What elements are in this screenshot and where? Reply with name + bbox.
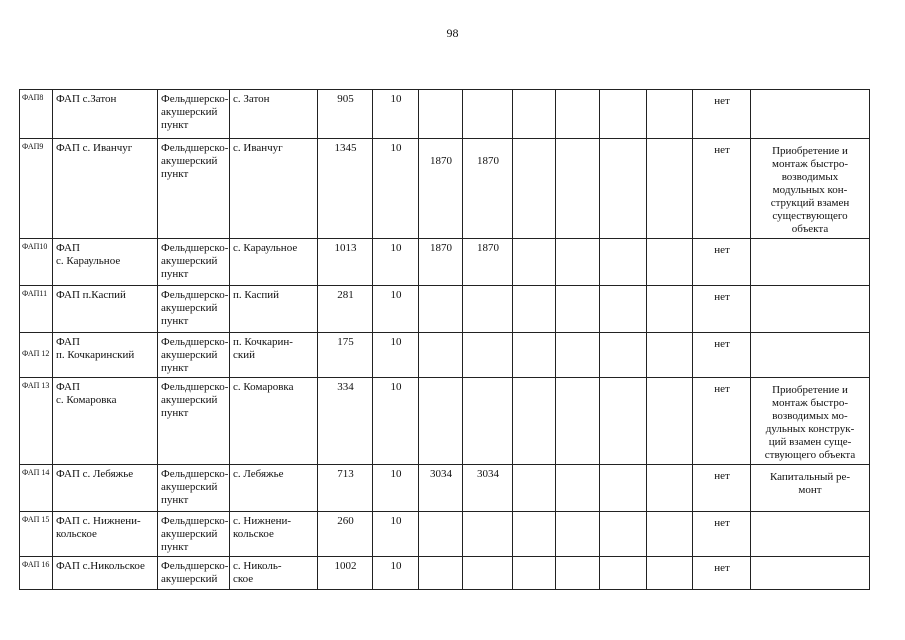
cost-b-cell xyxy=(463,90,513,139)
population-cell xyxy=(318,239,373,286)
facility-type-cell xyxy=(158,239,230,286)
population-cell xyxy=(318,90,373,139)
distance-cell xyxy=(373,465,419,512)
facility-type-cell-line: пункт xyxy=(161,315,189,327)
location-cell xyxy=(230,378,318,465)
status-cell-text: нет xyxy=(714,383,730,395)
facility-type-cell xyxy=(158,90,230,139)
note-cell-line: возводимых мо- xyxy=(772,410,848,422)
table-row xyxy=(20,465,870,512)
note-cell xyxy=(751,378,870,465)
population-cell xyxy=(318,512,373,557)
status-cell xyxy=(693,286,751,333)
distance-cell xyxy=(373,90,419,139)
table-body xyxy=(20,90,870,590)
note-cell-line: Капитальный ре- xyxy=(769,471,851,483)
empty-cell xyxy=(513,139,556,239)
facility-type-cell xyxy=(158,286,230,333)
note-cell xyxy=(751,465,870,512)
empty-cell xyxy=(600,557,647,590)
status-cell-text: нет xyxy=(714,338,730,350)
location-cell-line: с. Нижнени- xyxy=(233,515,292,527)
location-cell-line: с. Затон xyxy=(233,93,270,105)
facility-type-cell-line: акушерский xyxy=(161,481,218,493)
page-number: 98 xyxy=(446,26,459,40)
empty-cell xyxy=(513,465,556,512)
facility-type-cell-line: Фельдшерско- xyxy=(161,560,229,572)
facility-type-cell-line: Фельдшерско- xyxy=(161,515,229,527)
empty-cell xyxy=(556,465,600,512)
facility-name-cell-line: ФАП с. Лебяжье xyxy=(56,468,134,480)
facility-name-cell-line: ФАП с.Затон xyxy=(56,93,117,105)
empty-cell xyxy=(556,239,600,286)
facility-type-cell-line: пункт xyxy=(161,494,189,506)
facility-name-cell-line: ФАП xyxy=(56,242,80,254)
location-cell-line: п. Кочкарин- xyxy=(233,336,293,348)
cost-a-cell-text: 3034 xyxy=(430,468,452,480)
location-cell xyxy=(230,139,318,239)
facility-type-cell-line: акушерский xyxy=(161,302,218,314)
note-cell xyxy=(751,557,870,590)
facility-type-cell-line: акушерский xyxy=(161,106,218,118)
distance-cell xyxy=(373,239,419,286)
cost-b-cell xyxy=(463,333,513,378)
facility-type-cell-line: Фельдшерско- xyxy=(161,336,229,348)
facility-type-cell-line: пункт xyxy=(161,362,189,374)
facility-name-cell-line: ФАП с. Нижнени- xyxy=(56,515,141,527)
empty-cell xyxy=(600,286,647,333)
location-cell xyxy=(230,512,318,557)
status-cell xyxy=(693,139,751,239)
table-row xyxy=(20,333,870,378)
location-cell xyxy=(230,239,318,286)
status-cell xyxy=(693,465,751,512)
facility-code-cell-text: ФАП 15 xyxy=(22,515,50,524)
facility-name-cell-line: ФАП п.Каспий xyxy=(56,289,126,301)
location-cell-line: кольское xyxy=(233,528,274,540)
population-cell-text: 1345 xyxy=(334,142,357,154)
cost-b-cell xyxy=(463,139,513,239)
cost-a-cell-text: 1870 xyxy=(430,242,452,254)
empty-cell xyxy=(556,512,600,557)
facility-code-cell xyxy=(20,557,53,590)
status-cell-text: нет xyxy=(714,517,730,529)
facility-type-cell-line: пункт xyxy=(161,541,189,553)
location-cell-line: с. Караульное xyxy=(233,242,298,254)
facility-name-cell xyxy=(53,333,158,378)
empty-cell xyxy=(600,90,647,139)
cost-b-cell xyxy=(463,378,513,465)
distance-cell xyxy=(373,557,419,590)
facility-name-cell xyxy=(53,90,158,139)
facility-name-cell-line: кольское xyxy=(56,528,97,540)
empty-cell xyxy=(513,239,556,286)
facility-code-cell xyxy=(20,333,53,378)
location-cell-line: с. Комаровка xyxy=(233,381,294,393)
facility-name-cell xyxy=(53,557,158,590)
facility-code-cell-text: ФАП 12 xyxy=(22,349,50,358)
facility-type-cell-line: Фельдшерско- xyxy=(161,242,229,254)
cost-a-cell xyxy=(419,378,463,465)
location-cell-line: с. Иванчуг xyxy=(233,142,283,154)
table-row xyxy=(20,557,870,590)
facility-type-cell-line: акушерский xyxy=(161,255,218,267)
empty-cell xyxy=(556,557,600,590)
table-row xyxy=(20,378,870,465)
cost-a-cell xyxy=(419,139,463,239)
facility-code-cell xyxy=(20,512,53,557)
note-cell-line: модульных кон- xyxy=(772,184,848,196)
facility-name-cell-line: ФАП с.Никольское xyxy=(56,560,145,572)
facility-code-cell-text: ФАП 16 xyxy=(22,560,50,569)
status-cell-text: нет xyxy=(714,244,730,256)
facility-name-cell-line: с. Караульное xyxy=(56,255,121,267)
status-cell xyxy=(693,378,751,465)
table-row xyxy=(20,512,870,557)
population-cell xyxy=(318,378,373,465)
empty-cell xyxy=(600,139,647,239)
empty-cell xyxy=(513,333,556,378)
facility-name-cell xyxy=(53,286,158,333)
population-cell-text: 1013 xyxy=(334,242,357,254)
status-cell xyxy=(693,557,751,590)
location-cell xyxy=(230,557,318,590)
cost-a-cell xyxy=(419,333,463,378)
empty-cell xyxy=(513,286,556,333)
note-cell-line: ствующего объекта xyxy=(764,449,856,461)
facility-type-cell xyxy=(158,557,230,590)
empty-cell xyxy=(647,239,693,286)
cost-b-cell xyxy=(463,465,513,512)
empty-cell xyxy=(513,512,556,557)
empty-cell xyxy=(600,239,647,286)
facility-type-cell-line: пункт xyxy=(161,407,189,419)
facility-type-cell-line: Фельдшерско- xyxy=(161,289,229,301)
note-cell-line: возводимых xyxy=(781,171,839,183)
note-cell-line: ций взамен суще- xyxy=(768,436,852,448)
facility-type-cell-line: Фельдшерско- xyxy=(161,468,229,480)
location-cell-line: п. Каспий xyxy=(233,289,280,301)
distance-cell-text: 10 xyxy=(390,336,402,348)
note-cell-line: дульных конструк- xyxy=(765,423,855,435)
distance-cell xyxy=(373,286,419,333)
distance-cell-text: 10 xyxy=(390,289,402,301)
population-cell-text: 1002 xyxy=(334,560,357,572)
table-row xyxy=(20,139,870,239)
population-cell-text: 713 xyxy=(337,468,354,480)
distance-cell xyxy=(373,333,419,378)
empty-cell xyxy=(647,286,693,333)
empty-cell xyxy=(600,465,647,512)
population-cell xyxy=(318,139,373,239)
facility-name-cell-line: п. Кочкаринский xyxy=(56,349,135,361)
note-cell-line: Приобретение и xyxy=(772,145,848,157)
note-cell-line: монтаж быстро- xyxy=(772,158,848,170)
empty-cell xyxy=(600,333,647,378)
note-cell xyxy=(751,286,870,333)
facility-name-cell-line: ФАП xyxy=(56,381,80,393)
empty-cell xyxy=(647,512,693,557)
facility-name-cell-line: ФАП xyxy=(56,336,80,348)
facility-code-cell xyxy=(20,378,53,465)
distance-cell-text: 10 xyxy=(390,242,402,254)
population-cell xyxy=(318,286,373,333)
facility-type-cell xyxy=(158,139,230,239)
empty-cell xyxy=(647,465,693,512)
facility-name-cell xyxy=(53,465,158,512)
note-cell xyxy=(751,90,870,139)
facility-code-cell xyxy=(20,139,53,239)
note-cell xyxy=(751,512,870,557)
empty-cell xyxy=(600,512,647,557)
population-cell xyxy=(318,333,373,378)
empty-cell xyxy=(556,378,600,465)
facility-name-cell xyxy=(53,512,158,557)
cost-b-cell xyxy=(463,557,513,590)
facility-code-cell xyxy=(20,90,53,139)
location-cell-line: ский xyxy=(233,349,255,361)
population-cell-text: 175 xyxy=(337,336,354,348)
facility-type-cell xyxy=(158,378,230,465)
facility-code-cell-text: ФАП 14 xyxy=(22,468,50,477)
facility-type-cell-line: акушерский xyxy=(161,394,218,406)
status-cell xyxy=(693,512,751,557)
location-cell xyxy=(230,286,318,333)
note-cell-line: Приобретение и xyxy=(772,384,848,396)
empty-cell xyxy=(556,333,600,378)
facility-name-cell xyxy=(53,378,158,465)
facility-name-cell xyxy=(53,139,158,239)
cost-a-cell-text: 1870 xyxy=(430,155,452,167)
location-cell xyxy=(230,90,318,139)
distance-cell xyxy=(373,512,419,557)
facility-type-cell xyxy=(158,512,230,557)
cost-b-cell-text: 1870 xyxy=(477,242,499,254)
facility-type-cell-line: Фельдшерско- xyxy=(161,381,229,393)
empty-cell xyxy=(556,139,600,239)
note-cell-line: монт xyxy=(798,484,822,496)
table-row xyxy=(20,90,870,139)
cost-a-cell xyxy=(419,465,463,512)
facility-name-cell-line: с. Комаровка xyxy=(56,394,117,406)
status-cell xyxy=(693,90,751,139)
facility-type-cell-line: акушерский xyxy=(161,349,218,361)
facility-code-cell-text: ФАП 13 xyxy=(22,381,50,390)
empty-cell xyxy=(647,557,693,590)
facility-code-cell xyxy=(20,465,53,512)
note-cell-line: струкций взамен xyxy=(770,197,850,209)
table-row xyxy=(20,239,870,286)
cost-a-cell xyxy=(419,512,463,557)
population-cell-text: 334 xyxy=(337,381,354,393)
empty-cell xyxy=(647,139,693,239)
cost-b-cell-text: 1870 xyxy=(477,155,499,167)
facility-type-cell xyxy=(158,333,230,378)
status-cell xyxy=(693,239,751,286)
distance-cell-text: 10 xyxy=(390,381,402,393)
note-cell-line: монтаж быстро- xyxy=(772,397,848,409)
location-cell-line: с. Лебяжье xyxy=(233,468,284,480)
table-row xyxy=(20,286,870,333)
cost-b-cell xyxy=(463,512,513,557)
note-cell-line: существующего xyxy=(772,210,848,222)
distance-cell-text: 10 xyxy=(390,93,402,105)
empty-cell xyxy=(556,90,600,139)
facility-type-cell xyxy=(158,465,230,512)
empty-cell xyxy=(513,90,556,139)
note-cell xyxy=(751,333,870,378)
population-cell xyxy=(318,557,373,590)
distance-cell-text: 10 xyxy=(390,142,402,154)
facilities-table xyxy=(19,89,870,590)
cost-a-cell xyxy=(419,90,463,139)
location-cell-line: ское xyxy=(233,573,254,585)
note-cell xyxy=(751,139,870,239)
empty-cell xyxy=(647,90,693,139)
status-cell-text: нет xyxy=(714,291,730,303)
empty-cell xyxy=(600,378,647,465)
facility-code-cell-text: ФАП8 xyxy=(22,93,44,102)
population-cell-text: 905 xyxy=(337,93,354,105)
facility-name-cell-line: ФАП с. Иванчуг xyxy=(56,142,133,154)
status-cell-text: нет xyxy=(714,470,730,482)
facility-code-cell-text: ФАП11 xyxy=(22,289,48,298)
cost-a-cell xyxy=(419,557,463,590)
status-cell-text: нет xyxy=(714,562,730,574)
cost-a-cell xyxy=(419,239,463,286)
location-cell xyxy=(230,333,318,378)
population-cell-text: 281 xyxy=(337,289,354,301)
facility-type-cell-line: Фельдшерско- xyxy=(161,93,229,105)
facility-type-cell-line: пункт xyxy=(161,168,189,180)
facility-type-cell-line: акушерский xyxy=(161,155,218,167)
cost-a-cell xyxy=(419,286,463,333)
cost-b-cell xyxy=(463,239,513,286)
status-cell-text: нет xyxy=(714,95,730,107)
distance-cell-text: 10 xyxy=(390,560,402,572)
status-cell-text: нет xyxy=(714,144,730,156)
note-cell-line: объекта xyxy=(791,223,829,235)
empty-cell xyxy=(647,333,693,378)
distance-cell xyxy=(373,139,419,239)
population-cell-text: 260 xyxy=(337,515,354,527)
location-cell-line: с. Николь- xyxy=(233,560,282,572)
note-cell xyxy=(751,239,870,286)
facility-code-cell-text: ФАП9 xyxy=(22,142,44,151)
facility-code-cell xyxy=(20,239,53,286)
empty-cell xyxy=(647,378,693,465)
empty-cell xyxy=(513,557,556,590)
facility-type-cell-line: акушерский xyxy=(161,528,218,540)
facility-type-cell-line: пункт xyxy=(161,119,189,131)
status-cell xyxy=(693,333,751,378)
distance-cell-text: 10 xyxy=(390,468,402,480)
facility-type-cell-line: Фельдшерско- xyxy=(161,142,229,154)
distance-cell-text: 10 xyxy=(390,515,402,527)
facility-code-cell-text: ФАП10 xyxy=(22,242,48,251)
population-cell xyxy=(318,465,373,512)
facility-type-cell-line: акушерский xyxy=(161,573,218,585)
empty-cell xyxy=(513,378,556,465)
cost-b-cell-text: 3034 xyxy=(477,468,499,480)
location-cell xyxy=(230,465,318,512)
distance-cell xyxy=(373,378,419,465)
facility-code-cell xyxy=(20,286,53,333)
empty-cell xyxy=(556,286,600,333)
cost-b-cell xyxy=(463,286,513,333)
facility-type-cell-line: пункт xyxy=(161,268,189,280)
facility-name-cell xyxy=(53,239,158,286)
